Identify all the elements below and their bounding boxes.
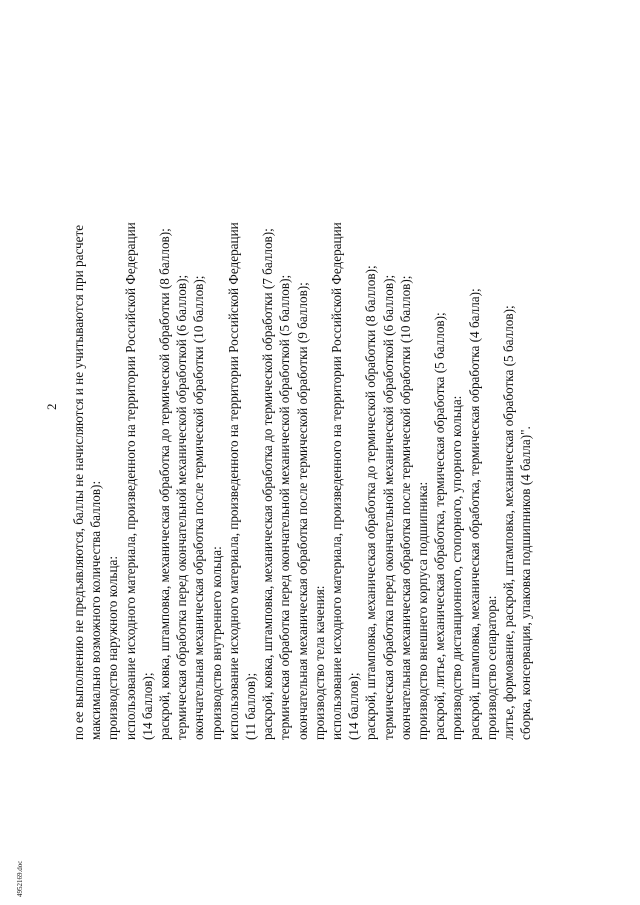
text-line: (11 баллов); bbox=[243, 672, 259, 740]
section-heading: производство сепаратора: bbox=[483, 595, 499, 740]
section-heading: производство дистанционного, стопорного, упорного кольца: bbox=[449, 395, 465, 740]
file-reference: 4952169.doc bbox=[16, 860, 24, 897]
text-line: использование исходного материала, произведенного на территории Российской Федерации bbox=[225, 222, 241, 740]
text-line: окончательная механическая обработка после термической обработки (9 баллов); bbox=[294, 282, 310, 740]
body-text bbox=[70, 60, 534, 740]
text-line: окончательная механическая обработка после термической обработки (10 баллов); bbox=[397, 275, 413, 740]
text-line: раскрой, ковка, штамповка, механическая обработка до термической обработки (8 баллов); bbox=[157, 228, 173, 740]
section-heading: производство внутреннего кольца: bbox=[208, 546, 224, 740]
text-line: раскрой, штамповка, механическая обработка, термическая обработка (4 балла); bbox=[466, 288, 482, 740]
text-line: использование исходного материала, произведенного на территории Российской Федерации bbox=[122, 222, 138, 740]
text-line: сборка, консервация, упаковка подшипников (4 балла)". bbox=[518, 426, 534, 740]
text-line: максимально возможного количества баллов): bbox=[88, 480, 104, 740]
section-heading: производство внешнего корпуса подшипника: bbox=[415, 481, 431, 740]
text-line: использование исходного материала, произведенного на территории Российской Федерации bbox=[329, 222, 345, 740]
text-line: термическая обработка перед окончательной механической обработкой (5 баллов); bbox=[277, 274, 293, 740]
text-line: (14 баллов); bbox=[139, 672, 155, 740]
section-heading: производство тела качения: bbox=[311, 585, 327, 740]
document-page bbox=[44, 60, 534, 740]
text-line: термическая обработка перед окончательной механической обработкой (6 баллов); bbox=[174, 274, 190, 740]
text-line: окончательная механическая обработка после термической обработки (10 баллов); bbox=[191, 275, 207, 740]
text-line: раскрой, литье, механическая обработка, термическая обработка (5 баллов); bbox=[432, 312, 448, 740]
text-line: термическая обработка перед окончательной механической обработкой (6 баллов); bbox=[380, 274, 396, 740]
text-line: (14 баллов); bbox=[346, 672, 362, 740]
section-heading: производство наружного кольца: bbox=[105, 555, 121, 740]
text-line: по ее выполнению не предъявляются, баллы не начисляются и не учитываются при расчете bbox=[71, 224, 86, 740]
text-line: раскрой, штамповка, механическая обработка до термической обработки (8 баллов); bbox=[363, 265, 379, 740]
text-line: раскрой, ковка, штамповка, механическая обработка до термической обработки (7 баллов); bbox=[260, 228, 276, 740]
text-line: литье, формование, раскрой, штамповка, механическая обработка (5 баллов); bbox=[501, 305, 517, 740]
page-number: 2 bbox=[44, 403, 59, 410]
